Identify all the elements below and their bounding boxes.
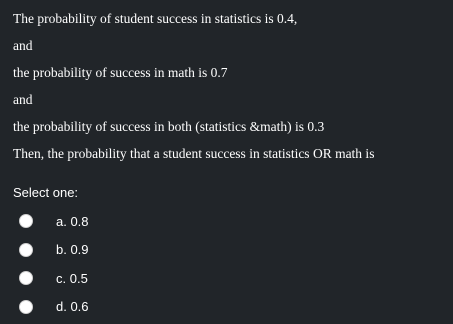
- answer-options: [13, 207, 441, 321]
- question-line: and: [13, 38, 33, 53]
- option-d[interactable]: [19, 293, 441, 322]
- option-a-label[interactable]: a. 0.8: [56, 213, 89, 229]
- question-line: Then, the probability that a student success in statistics OR math is: [13, 146, 375, 161]
- question-line: and: [13, 92, 33, 107]
- radio-button-a[interactable]: [19, 214, 33, 228]
- option-b[interactable]: [19, 236, 441, 265]
- option-b-label[interactable]: b. 0.9: [56, 242, 89, 258]
- option-d-label[interactable]: d. 0.6: [56, 299, 89, 315]
- radio-button-c[interactable]: [19, 271, 33, 285]
- select-one-label: Select one:: [13, 185, 79, 200]
- option-c-label[interactable]: c. 0.5: [56, 270, 88, 286]
- question-line: the probability of success in both (statistics &math) is 0.3: [13, 119, 325, 134]
- radio-button-b[interactable]: [19, 243, 33, 257]
- question-text: [13, 10, 441, 162]
- radio-button-d[interactable]: [19, 300, 33, 314]
- question-line: The probability of student success in statistics is 0.4,: [13, 11, 298, 26]
- question-line: the probability of success in math is 0.7: [13, 65, 228, 80]
- option-a[interactable]: [19, 207, 441, 236]
- option-c[interactable]: [19, 264, 441, 293]
